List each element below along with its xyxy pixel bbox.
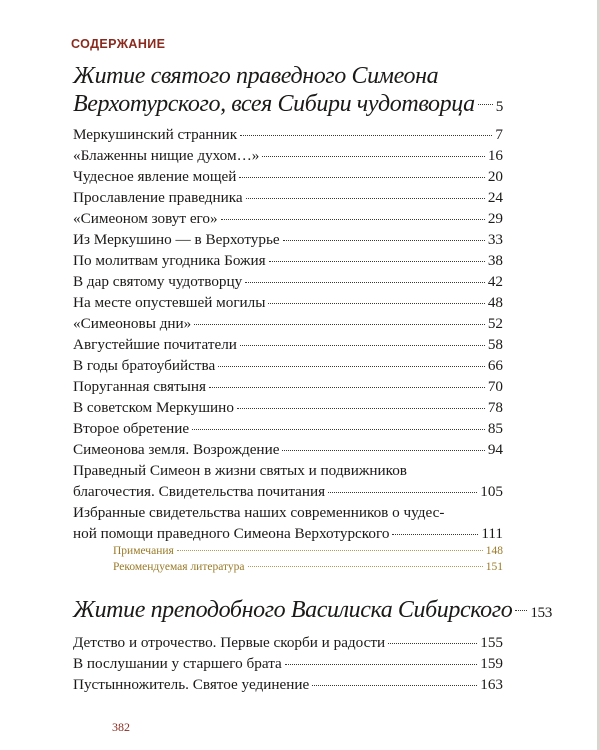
entry-page: 70 — [487, 378, 503, 395]
entry-title: Меркушинский странник — [73, 126, 238, 143]
dot-leader — [240, 345, 485, 346]
toc-entry[interactable] — [73, 208, 503, 229]
entry-page: 163 — [480, 676, 503, 693]
entry-page: 33 — [487, 231, 503, 248]
dot-leader — [240, 135, 492, 136]
entry-page: 155 — [480, 634, 503, 651]
entry-title: Поруганная святыня — [73, 378, 206, 395]
section2-title[interactable] — [73, 596, 552, 627]
dot-leader — [285, 664, 477, 665]
toc-subentry[interactable] — [113, 559, 503, 575]
dot-leader — [515, 610, 527, 611]
dot-leader — [177, 550, 483, 551]
dot-leader — [268, 303, 484, 304]
toc-entry[interactable] — [73, 313, 503, 334]
toc-entry[interactable] — [73, 674, 503, 695]
toc-entry[interactable] — [73, 397, 503, 418]
subentry-title: Примечания — [113, 545, 174, 557]
section2-title-text: Житие преподобного Василиска Сибирского — [73, 597, 513, 623]
entry-title-line2: благочестия. Свидетельства почитания — [73, 483, 326, 500]
dot-leader — [478, 104, 493, 105]
entry-title: «Симеоном зовут его» — [73, 210, 218, 227]
entry-title: В послушании у старшего брата — [73, 655, 282, 672]
contents-heading: СОДЕРЖАНИЕ — [71, 37, 166, 51]
entry-title: На месте опустевшей могилы — [73, 294, 266, 311]
entry-page: 24 — [487, 189, 503, 206]
dot-leader — [262, 156, 484, 157]
entry-title: «Симеоновы дни» — [73, 315, 192, 332]
dot-leader — [283, 240, 485, 241]
entry-title: «Блаженны нищие духом…» — [73, 147, 260, 164]
toc-entry[interactable] — [73, 502, 503, 544]
entry-title: Детство и отрочество. Первые скорби и радости — [73, 634, 386, 651]
dot-leader — [248, 566, 483, 567]
dot-leader — [282, 450, 484, 451]
subentry-page: 148 — [485, 545, 503, 557]
toc-entry[interactable] — [73, 376, 503, 397]
entry-page: 38 — [487, 252, 503, 269]
dot-leader — [246, 198, 485, 199]
toc-entry[interactable] — [73, 250, 503, 271]
entry-title: Симеонова земля. Возрождение — [73, 441, 280, 458]
entry-page: 7 — [495, 126, 503, 143]
entry-page: 159 — [480, 655, 503, 672]
dot-leader — [218, 366, 485, 367]
dot-leader — [194, 324, 485, 325]
toc-entry[interactable] — [73, 418, 503, 439]
dot-leader — [328, 492, 477, 493]
toc-entry[interactable] — [73, 439, 503, 460]
toc-entry[interactable] — [73, 145, 503, 166]
dot-leader — [221, 219, 485, 220]
dot-leader — [392, 534, 478, 535]
entry-page: 78 — [487, 399, 503, 416]
section1-page: 5 — [495, 98, 503, 115]
dot-leader — [388, 643, 477, 644]
section2-page: 153 — [530, 604, 552, 621]
section1-title-line2: Верхотурского, всея Сибири чудотворца — [73, 91, 475, 117]
entry-title: Прославление праведника — [73, 189, 243, 206]
entry-title-line1: Праведный Симеон в жизни святых и подвижников — [73, 462, 407, 479]
subentry-page: 151 — [485, 561, 503, 573]
entry-page: 105 — [480, 483, 503, 500]
dot-leader — [192, 429, 485, 430]
entry-title: Из Меркушино — в Верхотурье — [73, 231, 280, 248]
entry-title: Пустынножитель. Святое уединение — [73, 676, 310, 693]
entry-page: 16 — [487, 147, 503, 164]
toc-entry[interactable] — [73, 271, 503, 292]
entry-page: 111 — [481, 525, 503, 542]
entry-title: Августейшие почитатели — [73, 336, 237, 353]
section1-title[interactable] — [73, 62, 503, 121]
entry-page: 66 — [487, 357, 503, 374]
toc-entry[interactable] — [73, 355, 503, 376]
entry-page: 94 — [487, 441, 503, 458]
dot-leader — [269, 261, 485, 262]
subentry-title: Рекомендуемая литература — [113, 561, 245, 573]
toc-entry[interactable] — [73, 229, 503, 250]
entry-page: 20 — [487, 168, 503, 185]
toc-entry[interactable] — [73, 653, 503, 674]
entry-title-line1: Избранные свидетельства наших современников о чудес- — [73, 504, 445, 521]
dot-leader — [239, 177, 484, 178]
dot-leader — [245, 282, 485, 283]
entry-page: 85 — [487, 420, 503, 437]
toc-entry[interactable] — [73, 632, 503, 653]
toc-entry[interactable] — [73, 124, 503, 145]
toc-entry[interactable] — [73, 460, 503, 502]
entry-title: По молитвам угодника Божия — [73, 252, 266, 269]
toc-entry[interactable] — [73, 334, 503, 355]
toc-entry[interactable] — [73, 187, 503, 208]
entry-title: В годы братоубийства — [73, 357, 216, 374]
entry-page: 42 — [487, 273, 503, 290]
entry-page: 58 — [487, 336, 503, 353]
entry-title-line2: ной помощи праведного Симеона Верхотурского — [73, 525, 390, 542]
toc-subentry[interactable] — [113, 543, 503, 559]
entry-title: Второе обретение — [73, 420, 190, 437]
entry-page: 48 — [487, 294, 503, 311]
entry-page: 52 — [487, 315, 503, 332]
entry-title: В советском Меркушино — [73, 399, 234, 416]
section1-title-line1: Житие святого праведного Симеона — [73, 63, 439, 89]
dot-leader — [209, 387, 485, 388]
dot-leader — [312, 685, 477, 686]
toc-entry[interactable] — [73, 292, 503, 313]
toc-entry[interactable] — [73, 166, 503, 187]
entry-page: 29 — [487, 210, 503, 227]
dot-leader — [237, 408, 485, 409]
page-number: 382 — [112, 720, 130, 734]
entry-title: В дар святому чудотворцу — [73, 273, 243, 290]
entry-title: Чудесное явление мощей — [73, 168, 237, 185]
